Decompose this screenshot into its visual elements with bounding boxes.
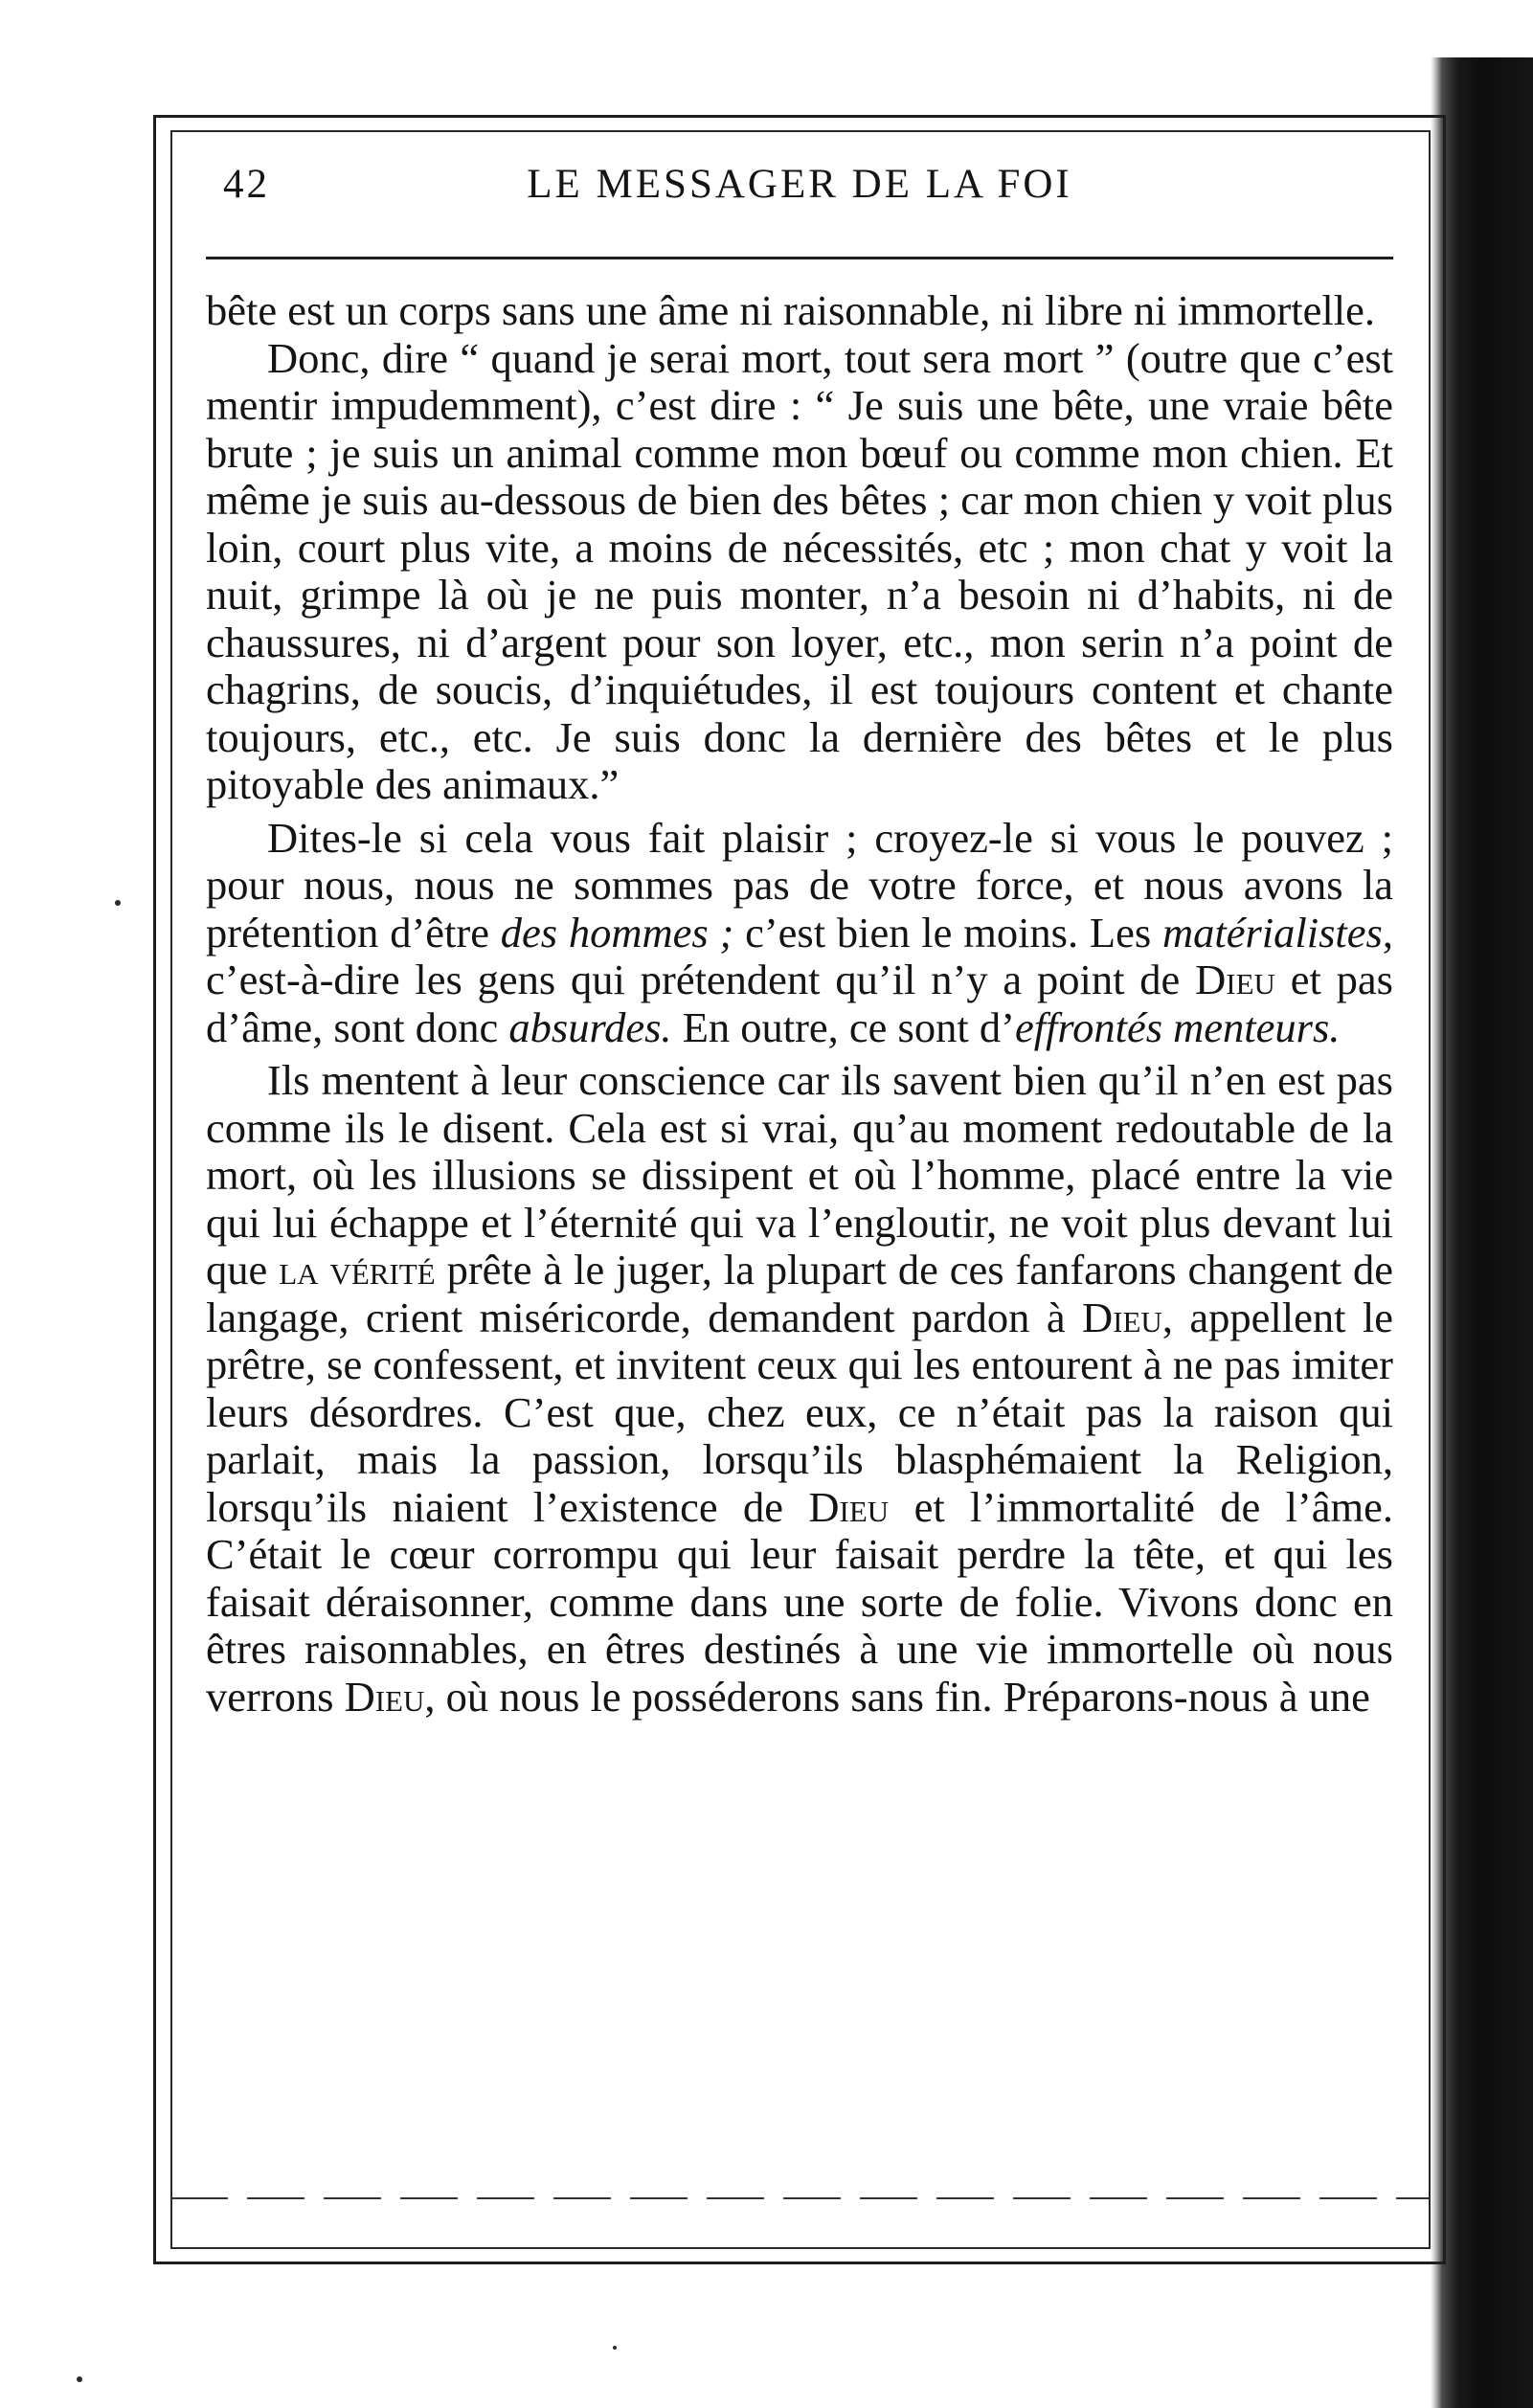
header-rule [206,257,1393,259]
scan-speck [77,2376,82,2382]
small-caps-run: Dieu [1082,1293,1162,1341]
text-run: prête à le juger, la plupart de ces fanfarons changent de langage, crient miséricorde, demandent pardon à [206,1246,1393,1341]
text-run: et l’immortalité de l’âme. C’était le cœur corrompu qui leur faisait perdre la tête, et qui les faisait déraisonner, comme dans une sorte de folie. Vivons donc en êtres raisonnables, en êtres destinés à une vie immortelle où nous verrons [206,1482,1393,1721]
italic-run: des hommes ; [500,908,734,956]
paragraph-1: bête est un corps sans une âme ni raisonnable, ni libre ni immortelle. [206,286,1375,334]
italic-run: matérialistes [1161,908,1383,956]
text-run: et pas d’âme, sont donc [206,956,1393,1051]
paragraph-3 [206,815,1393,1052]
paragraph-2: Donc, dire “ quand je serai mort, tout sera mort ” (outre que c’est mentir impudemment), c’est dire : “ Je suis une bête, une vraie bête brute ; je suis un animal comme mon bœuf ou comme mon chien. Et même je suis au-dessous de bien des bêtes ; car mon chien y voit plus loin, court plus vite, a moins de nécessités, etc ; mon chat y voit la nuit, grimpe là où je ne puis monter, n’a besoin ni d’habits, ni de chaussures, ni d’argent pour son loyer, etc., mon serin n’a point de chagrins, de soucis, d’inquiétudes, il est toujours content et chante toujours, etc., etc. Je suis donc la dernière des bêtes et le plus pitoyable des animaux.” [206,333,1393,808]
text-run: , appellent le prêtre, se confessent, et invitent ceux qui les entourent à ne pas imiter leurs désordres. C’est que, chez eux, ce n’était pas la raison qui parlait, mais la passion, lorsqu’ils blasphémaient la Religion, lorsqu’ils niaient l’existence de [206,1293,1393,1531]
text-run: Dites-le si cela vous fait plaisir ; croyez-le si vous le pouvez ; pour nous, nous ne sommes pas de votre force, et nous avons la prétention d’être [206,813,1393,956]
page-text [206,287,1393,1721]
small-caps-run: Dieu [344,1672,425,1721]
running-title: LE MESSAGER DE LA FOI [527,162,1072,207]
text-run: , où nous le posséderons sans fin. Préparons-nous à une [424,1672,1370,1721]
small-caps-run: la vérité [279,1246,436,1294]
text-run: c’est bien le moins. Les [733,908,1162,956]
italic-run: effrontés menteurs. [1014,1002,1341,1051]
small-caps-run: Dieu [808,1482,890,1531]
text-run: , c’est-à-dire les gens qui prétendent qu’il n’y a point de [206,908,1393,1003]
paragraph-4 [206,1057,1393,1721]
text-run: Ils mentent à leur conscience car ils savent bien qu’il n’en est pas comme ils le disent. Cela est si vrai, qu’au moment redoutable de la mort, où les illusions se dissipent et où l’homme, placé entre la vie qui lui échappe et l’éternité qui va l’engloutir, ne voit plus devant lui que [206,1056,1393,1294]
text-run: En outre, ce sont d’ [671,1002,1015,1051]
italic-run: absurdes. [508,1002,672,1051]
scan-speck [613,2346,617,2350]
page-number: 42 [223,162,270,207]
scan-speck [115,900,121,906]
page-header [206,153,1393,220]
small-caps-run: Dieu [1195,956,1275,1003]
bottom-rule [170,2197,1431,2199]
